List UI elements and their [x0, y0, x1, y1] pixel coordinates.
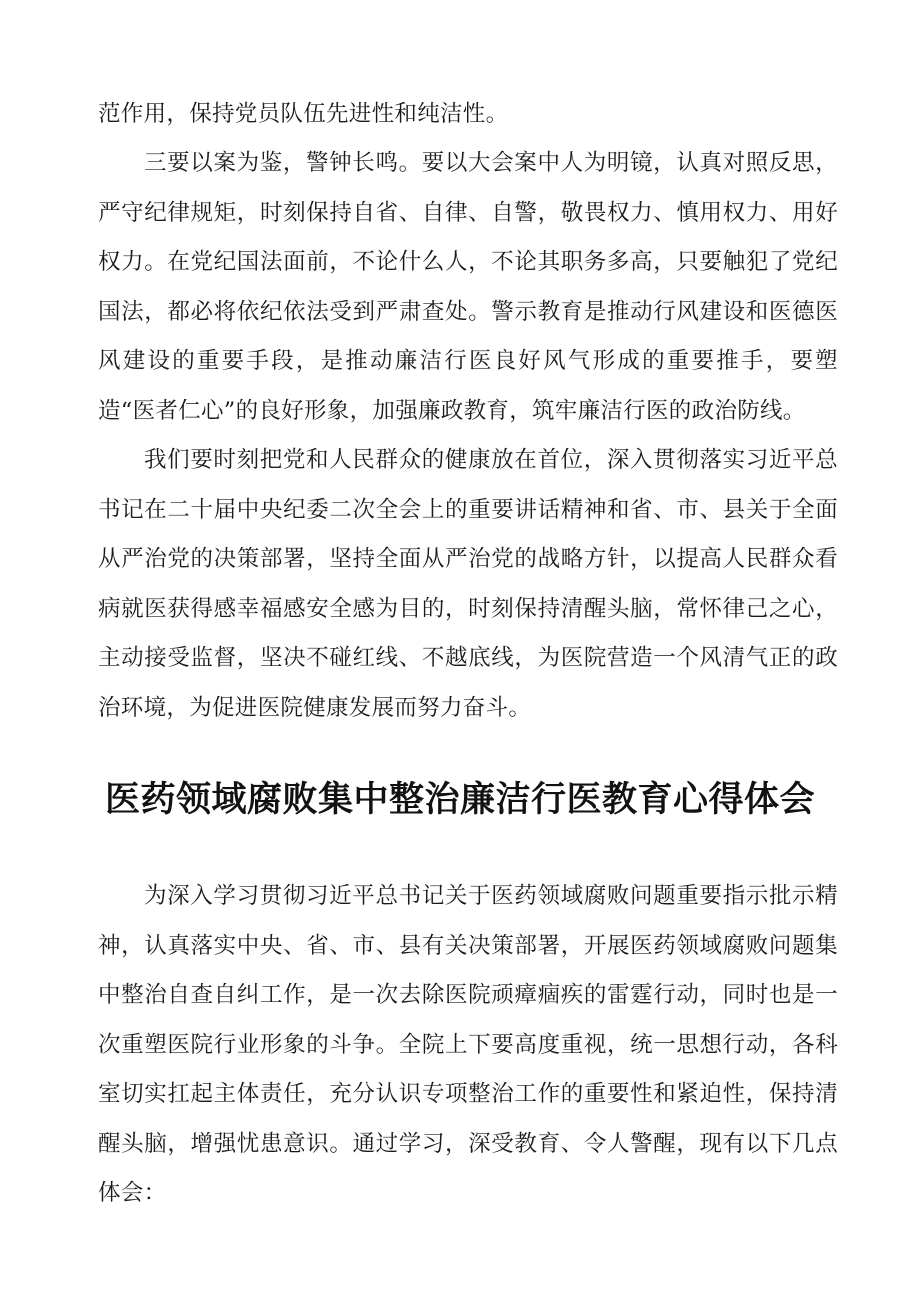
paragraph-lesson-three: 三要以案为鉴，警钟长鸣。要以大会案中人为明镜，认真对照反思，严守纪律规矩，时刻保持自省、自律、自警，敬畏权力、慎用权力、用好权力。在党纪国法面前，不论什么人，不论其职务多高，只要触犯了党纪国法，都必将依纪依法受到严肃查处。警示教育是推动行风建设和医德医风建设的重要手段，是推动廉洁行医良好风气形成的重要推手，要塑造“医者仁心”的良好形象，加强廉政教育，筑牢廉洁行医的政治防线。 [98, 150, 838, 424]
paragraph-intro: 为深入学习贯彻习近平总书记关于医药领域腐败问题重要指示批示精神，认真落实中央、省、市、县有关决策部署，开展医药领域腐败问题集中整治自查自纠工作，是一次去除医院顽瘴痼疾的雷霆行动，同时也是一次重塑医院行业形象的斗争。全院上下要高度重视，统一思想行动，各科室切实扛起主体责任，充分认识专项整治工作的重要性和紧迫性，保持清醒头脑，增强忧患意识。通过学习，深受教育、令人警醒，现有以下几点体会： [98, 883, 838, 1206]
paragraph-commitment: 我们要时刻把党和人民群众的健康放在首位，深入贯彻落实习近平总书记在二十届中央纪委二次全会上的重要讲话精神和省、市、县关于全面从严治党的决策部署，坚持全面从严治党的战略方针，以提高人民群众看病就医获得感幸福感安全感为目的，时刻保持清醒头脑，常怀律己之心，主动接受监督，坚决不碰红线、不越底线，为医院营造一个风清气正的政治环境，为促进医院健康发展而努力奋斗。 [98, 447, 838, 721]
document-heading: 医药领域腐败集中整治廉洁行医教育心得体会 [104, 780, 815, 820]
paragraph-continuation: 范作用，保持党员队伍先进性和纯洁性。 [98, 101, 509, 127]
